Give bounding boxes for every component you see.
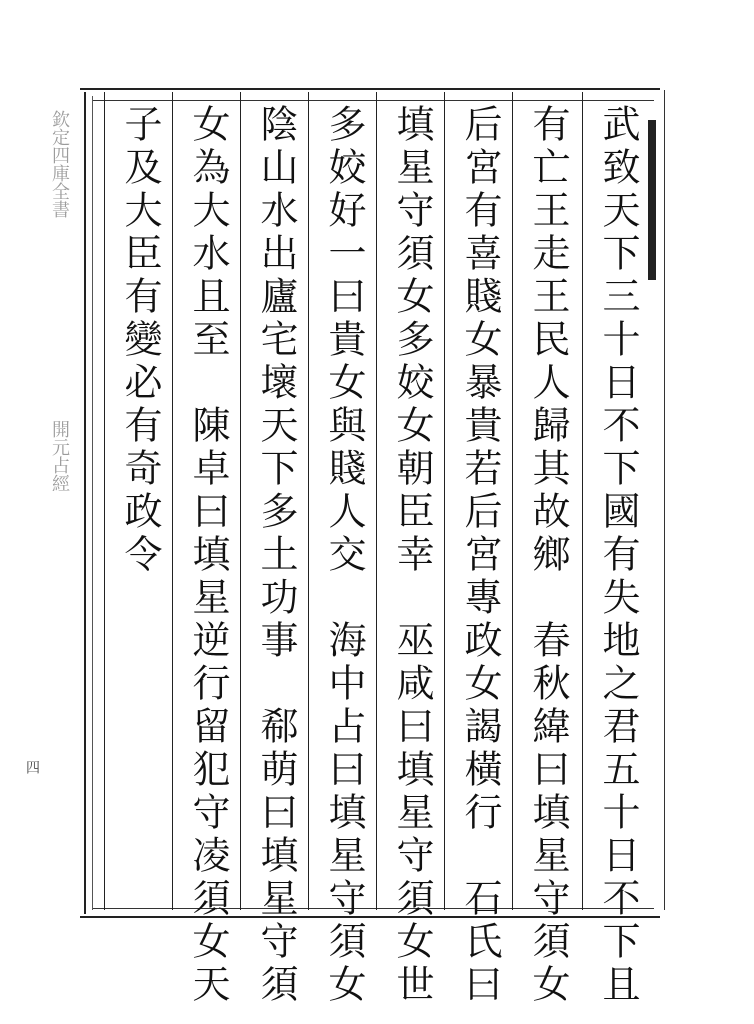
text-column-1: 武致天下三十日不下國有失地之君五十日不下且 bbox=[596, 104, 640, 1007]
page-number: 四 bbox=[24, 760, 40, 774]
column-divider bbox=[240, 92, 241, 910]
column-divider bbox=[172, 92, 173, 910]
frame-right-rule bbox=[664, 90, 665, 910]
text-column-8: 子及大臣有變必有奇政令 bbox=[118, 104, 162, 577]
column-divider bbox=[582, 92, 583, 910]
frame-inner-top-rule bbox=[92, 100, 654, 101]
text-column-7: 女為大水且至 陳卓曰填星逆行留犯守凌須女天 bbox=[186, 104, 230, 1007]
margin-book-title: 欽定四庫全書 bbox=[49, 110, 70, 218]
column-divider bbox=[444, 92, 445, 910]
frame-left-rule bbox=[84, 92, 86, 914]
column-divider bbox=[376, 92, 377, 910]
text-column-6: 陰山水出廬宅壞天下多土功事 郗萌曰填星守須 bbox=[254, 104, 298, 1007]
text-column-5: 多姣好一曰貴女與賤人交 海中占曰填星守須女 bbox=[322, 104, 366, 1007]
frame-left-inner-rule bbox=[92, 96, 93, 910]
text-column-4: 填星守須女多姣女朝臣幸 巫咸曰填星守須女世 bbox=[390, 104, 434, 1007]
text-column-3: 后宮有喜賤女暴貴若后宮專政女謁橫行 石氏曰 bbox=[458, 104, 502, 1007]
column-divider bbox=[104, 92, 105, 910]
page-margin bbox=[20, 100, 80, 920]
margin-volume-title: 開元占經 bbox=[49, 420, 70, 492]
column-divider bbox=[512, 92, 513, 910]
column-divider bbox=[308, 92, 309, 910]
text-column-2: 有亡王走王民人歸其故鄉 春秋緯曰填星守須女 bbox=[526, 104, 570, 1007]
frame-right-thick-rule bbox=[648, 120, 656, 280]
